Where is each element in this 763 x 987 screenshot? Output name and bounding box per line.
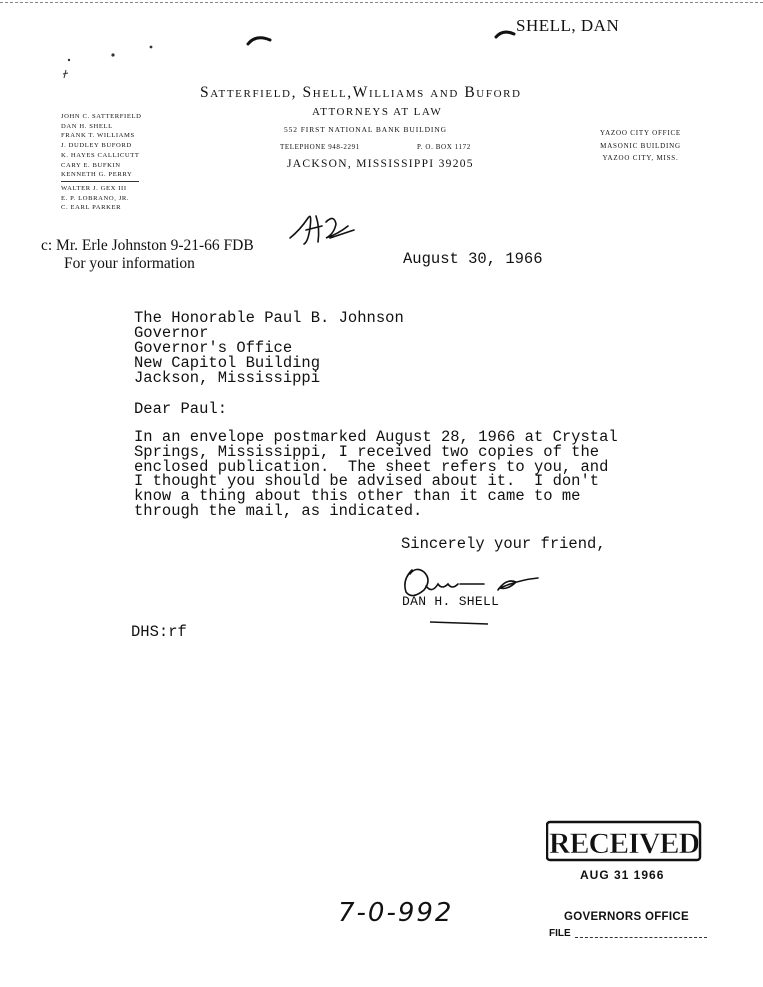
governors-office-label: GOVERNORS OFFICE	[564, 911, 689, 923]
carbon-copy-note: c: Mr. Erle Johnston 9-21-66 FDB	[41, 237, 254, 254]
associate-name: WALTER J. GEX III	[61, 184, 127, 192]
partner-name: J. DUDLEY BUFORD	[61, 142, 132, 150]
associate-name: C. EARL PARKER	[61, 204, 122, 212]
partner-name: FRANK T. WILLIAMS	[61, 132, 135, 140]
recipient-line: The Honorable Paul B. Johnson	[134, 309, 404, 327]
salutation: Dear Paul:	[134, 400, 228, 418]
firm-city: JACKSON, MISSISSIPPI 39205	[287, 158, 474, 170]
recipient-line: Governor's Office	[134, 339, 293, 357]
file-line	[575, 937, 707, 938]
body-line: Springs, Mississippi, I received two copies of the	[134, 442, 600, 461]
partner-list	[61, 112, 141, 213]
carbon-copy-info: For your information	[64, 255, 195, 272]
recipient-line: Governor	[134, 324, 209, 342]
firm-telephone: TELEPHONE 948-2291	[280, 143, 360, 151]
body-line: through the mail, as indicated.	[134, 501, 423, 520]
file-label: SHELL, DAN	[516, 16, 620, 35]
recipient-line: Jackson, Mississippi	[134, 369, 321, 387]
check-mark	[494, 26, 516, 44]
received-date: AUG 31 1966	[580, 868, 665, 882]
firm-name: Satterfield, Shell,Williams and Buford	[200, 84, 522, 101]
body-line: I thought you should be advised about it. I don't	[134, 472, 600, 491]
body-line: know a thing about this other than it came to me	[134, 487, 581, 506]
recipient-line: New Capitol Building	[134, 354, 321, 372]
partner-name: JOHN C. SATTERFIELD	[61, 113, 142, 120]
partner-divider	[61, 181, 139, 182]
letter-date: August 30, 1966	[403, 250, 543, 268]
closing: Sincerely your friend,	[401, 535, 606, 553]
body-line: In an envelope postmarked August 28, 1966 at Crystal	[134, 428, 618, 446]
partner-name: DAN H. SHELL	[61, 122, 113, 130]
branch-office-line: YAZOO CITY OFFICE	[600, 129, 682, 137]
recipient-address	[134, 311, 404, 386]
firm-address: 552 FIRST NATIONAL BANK BUILDING	[284, 125, 447, 134]
document-number: 7-0-992	[338, 898, 454, 928]
branch-office	[600, 127, 681, 165]
associate-name: E. P. LOBRANO, JR.	[61, 194, 130, 202]
typist-initials: DHS:rf	[131, 623, 187, 641]
partner-name: K. HAYES CALLICUTT	[61, 151, 140, 159]
check-mark	[246, 32, 272, 51]
letter-body	[134, 430, 618, 519]
partner-name: CARY E. BUFKIN	[61, 161, 121, 169]
firm-po-box: P. O. BOX 1172	[417, 143, 471, 151]
branch-office-line: YAZOO CITY, MISS.	[602, 154, 679, 162]
top-perforation	[0, 2, 763, 3]
signer-name: DAN H. SHELL	[402, 594, 500, 609]
file-label-stamp: FILE	[549, 928, 571, 939]
body-line: enclosed publication. The sheet refers to you, and	[134, 457, 609, 476]
received-stamp	[546, 818, 702, 864]
branch-office-line: MASONIC BUILDING	[600, 141, 681, 150]
partner-name: KENNETH G. PERRY	[61, 171, 133, 179]
stray-marks	[60, 40, 160, 90]
received-stamp-word: RECEIVED	[548, 827, 700, 860]
handwritten-initials	[286, 208, 358, 253]
firm-subtitle: ATTORNEYS AT LAW	[312, 106, 443, 118]
